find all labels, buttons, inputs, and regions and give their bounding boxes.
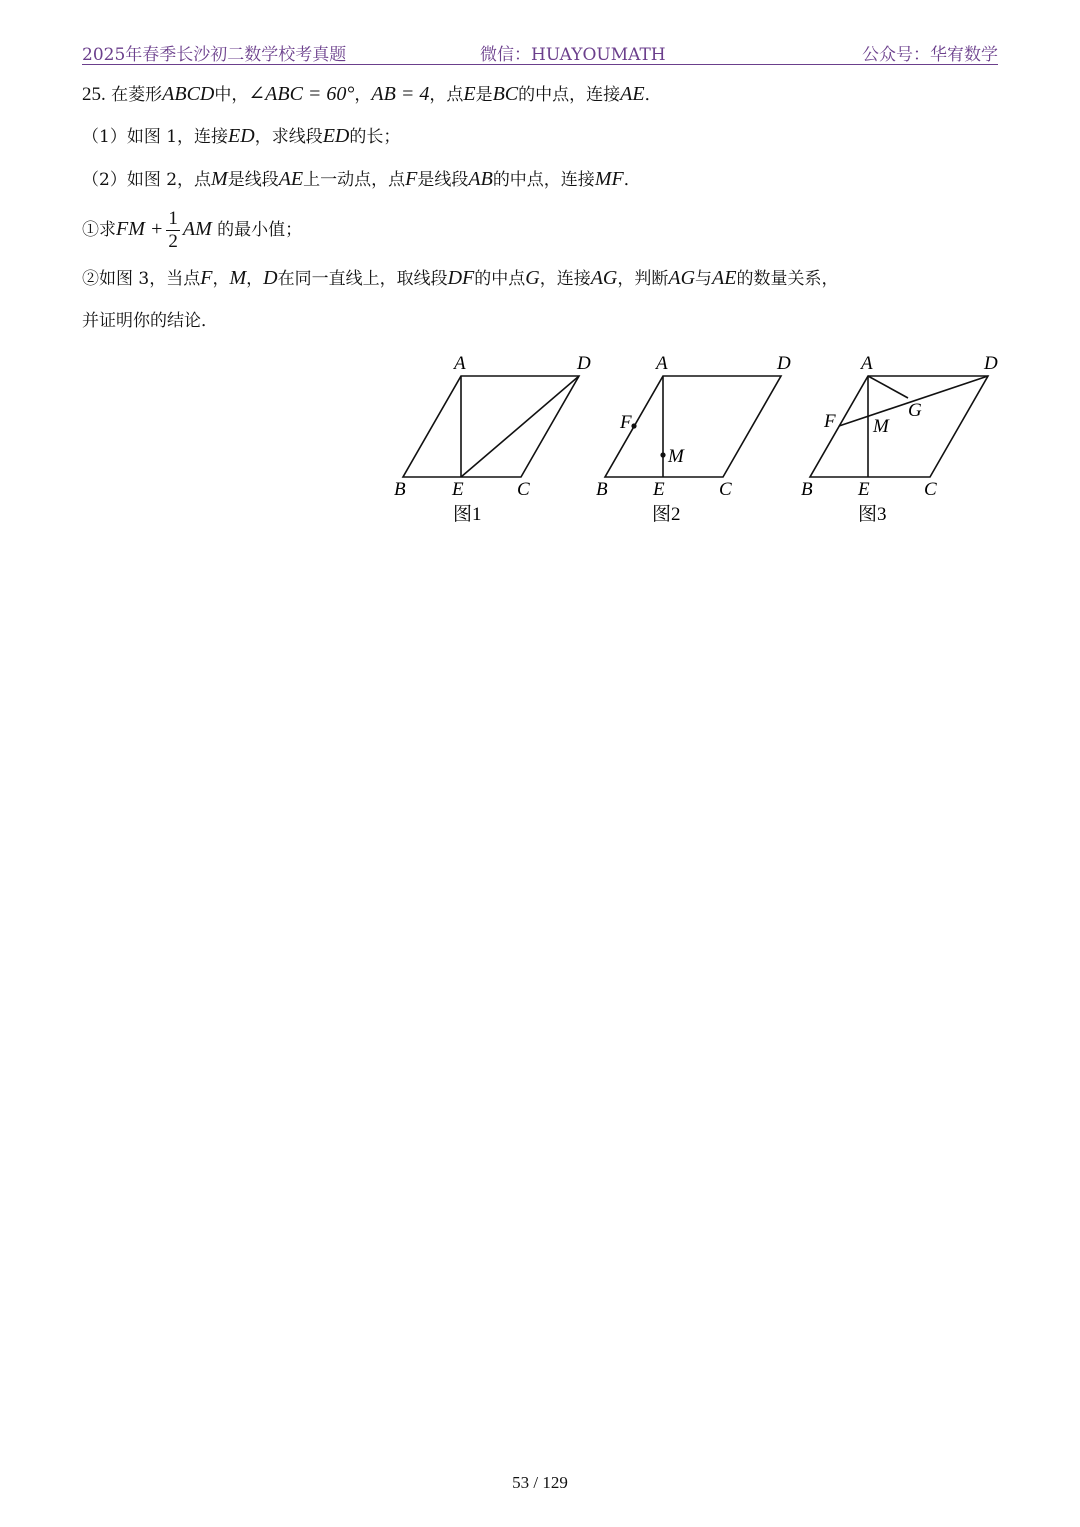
math-ab: AB = 4 xyxy=(371,83,430,105)
intro-text: ， xyxy=(354,85,372,105)
q2-text: ②如图 3，当点 xyxy=(82,269,201,289)
math-g: G xyxy=(525,267,540,289)
part1-text: ，求线段 xyxy=(254,127,323,147)
fig3-rhombus xyxy=(810,376,988,477)
intro-text: ． xyxy=(644,85,662,105)
fig3-label-g: G xyxy=(908,400,922,421)
part1-text: （1）如图 1，连接 xyxy=(82,127,229,147)
fig3-label-m: M xyxy=(873,416,889,437)
fraction-numerator: 1 xyxy=(168,208,178,229)
q1-text: 的最小值； xyxy=(217,220,303,240)
math-ae: AE xyxy=(278,168,304,190)
math-ae: AE xyxy=(712,267,737,289)
fig1-label-e: E xyxy=(452,479,464,500)
intro-text: 在菱形 xyxy=(111,85,163,105)
page-number: 53 / 129 xyxy=(512,1473,568,1492)
q2-text: 的中点 xyxy=(474,269,526,289)
math-abcd: ABCD xyxy=(162,83,215,105)
math-m: M xyxy=(229,267,247,289)
intro-text: ，点 xyxy=(429,85,464,105)
fig2-label-f: F xyxy=(620,412,632,433)
q2-text: 并证明你的结论． xyxy=(82,311,218,331)
math-angle: ∠ABC = 60° xyxy=(248,83,355,105)
part2-text: 的中点，连接 xyxy=(492,170,595,190)
math-m: M xyxy=(211,168,228,190)
header-title: 2025年春季长沙初二数学校考真题 xyxy=(82,45,347,65)
part-2 xyxy=(82,167,641,192)
math-fm: FM + xyxy=(116,218,164,240)
q2-text: ， xyxy=(212,269,230,289)
q2-text: 与 xyxy=(695,269,713,289)
part2-text: （2）如图 2，点 xyxy=(82,170,212,190)
fraction-one-half xyxy=(166,208,180,253)
fig1-label-d: D xyxy=(577,353,591,374)
fig2-point-f xyxy=(631,423,636,428)
math-df: DF xyxy=(447,267,475,289)
math-ag: AG xyxy=(668,267,696,289)
part2-text: 是线段 xyxy=(227,170,279,190)
math-am: AM xyxy=(182,218,212,240)
page-header xyxy=(82,38,998,65)
fig1-rhombus xyxy=(403,376,579,477)
fraction-denominator: 2 xyxy=(168,231,178,252)
math-bc: BC xyxy=(492,83,519,105)
problem-intro xyxy=(82,82,662,107)
fig3-label-d: D xyxy=(984,353,998,374)
figures xyxy=(390,348,1010,533)
part2-text: 是线段 xyxy=(417,170,469,190)
fig2-point-m xyxy=(660,452,665,457)
math-e: E xyxy=(463,83,476,105)
math-ed: ED xyxy=(228,125,255,147)
q2-text: 在同一直线上，取线段 xyxy=(277,269,448,289)
fig2-label-d: D xyxy=(777,353,791,374)
part2-text: 上一动点，点 xyxy=(303,170,406,190)
intro-text: 中， xyxy=(214,85,249,105)
q2-text: 的数量关系， xyxy=(736,269,839,289)
math-f: F xyxy=(200,267,213,289)
math-ab: AB xyxy=(468,168,493,190)
fig3-caption: 图3 xyxy=(858,504,887,525)
fig1-caption: 图1 xyxy=(453,504,482,525)
part-1 xyxy=(82,124,400,149)
math-ed: ED xyxy=(322,125,350,147)
math-d: D xyxy=(263,267,278,289)
q2-text: ， xyxy=(246,269,264,289)
fig3-label-f: F xyxy=(824,411,836,432)
header-account: 公众号：华宥数学 xyxy=(862,45,998,65)
q1-text: ①求 xyxy=(82,220,116,240)
fig3-label-b: B xyxy=(801,479,813,500)
q2-text: ，连接 xyxy=(539,269,591,289)
fig3-label-c: C xyxy=(924,479,937,500)
question-2-line-2 xyxy=(82,309,218,333)
math-f: F xyxy=(405,168,418,190)
fig1-label-c: C xyxy=(517,479,530,500)
part1-text: 的长； xyxy=(349,127,401,147)
question-2 xyxy=(82,266,838,291)
fig1-segment-ed xyxy=(461,376,579,477)
fig3-label-e: E xyxy=(858,479,870,500)
intro-text: 是 xyxy=(475,85,493,105)
math-ag: AG xyxy=(590,267,618,289)
fig2-label-e: E xyxy=(653,479,665,500)
intro-text: 的中点，连接 xyxy=(518,85,621,105)
fig1-label-a: A xyxy=(454,353,466,374)
math-ae: AE xyxy=(620,83,645,105)
q2-text: ，判断 xyxy=(617,269,669,289)
question-1 xyxy=(82,203,302,256)
fig2-label-b: B xyxy=(596,479,608,500)
math-mf: MF xyxy=(594,168,624,190)
fig1-label-b: B xyxy=(394,479,406,500)
fig2-label-c: C xyxy=(719,479,732,500)
figures-svg xyxy=(390,348,1010,533)
fig3-label-a: A xyxy=(861,353,873,374)
fig3-segment-ag xyxy=(868,376,908,398)
fig2-label-a: A xyxy=(656,353,668,374)
part2-text: ． xyxy=(623,170,641,190)
header-wechat: 微信：HUAYOUMATH xyxy=(480,45,666,65)
problem-number: 25. xyxy=(82,84,106,105)
fig2-caption: 图2 xyxy=(652,504,681,525)
fig2-label-m: M xyxy=(668,446,684,467)
